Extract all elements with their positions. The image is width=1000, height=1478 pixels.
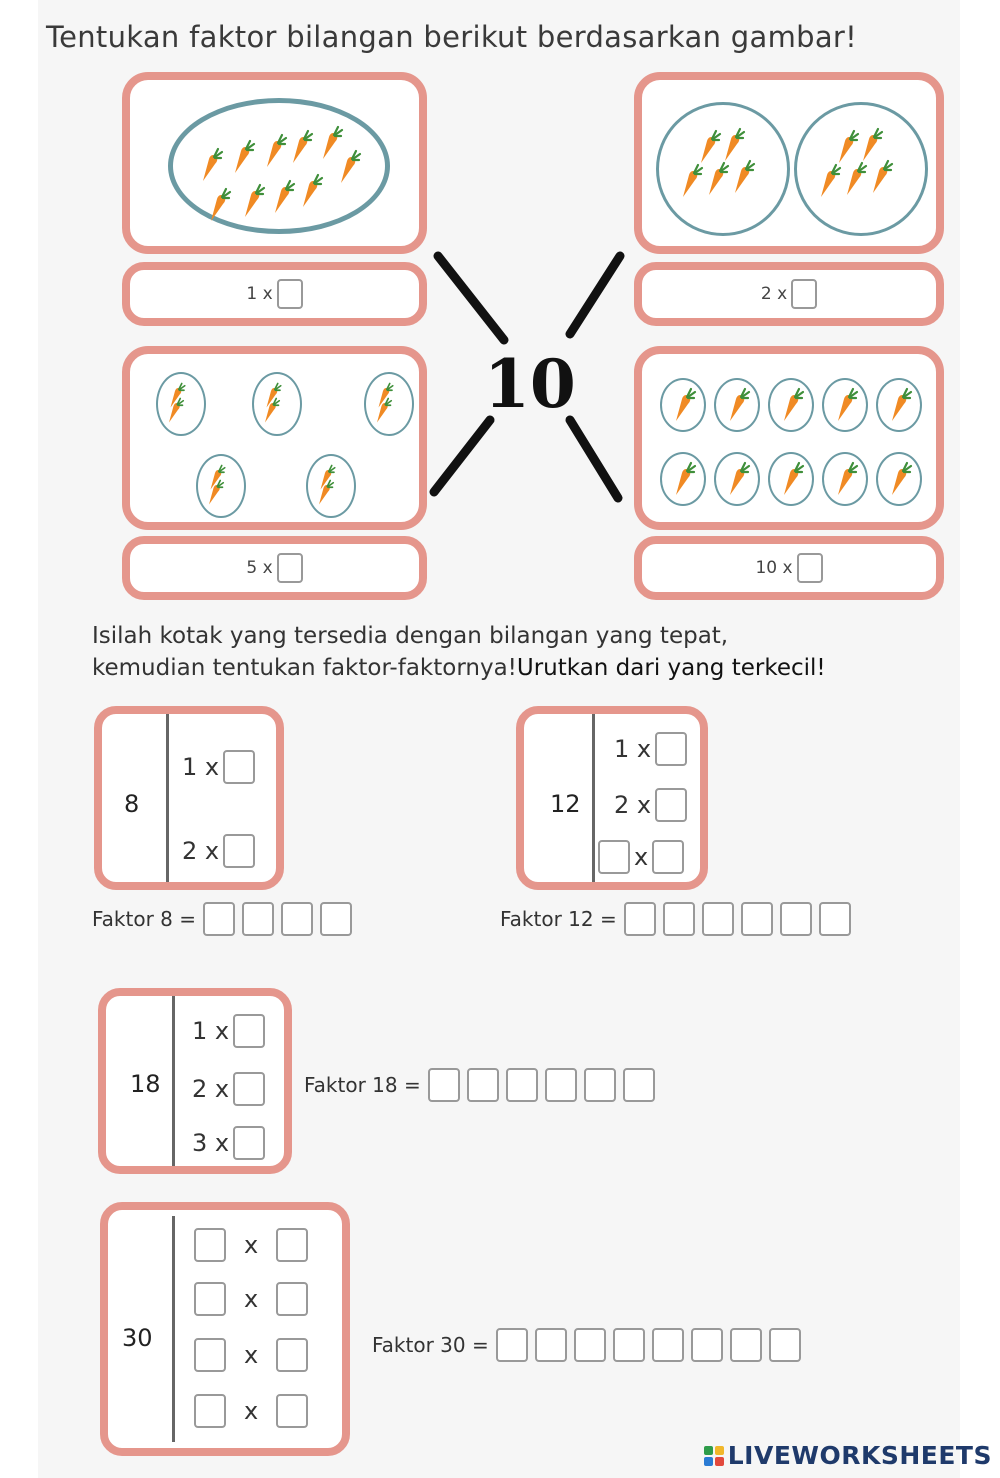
group-oval [822, 452, 868, 506]
pair-row [182, 834, 255, 868]
row-label: 3 x [192, 1129, 230, 1157]
center-number: 10 [484, 345, 576, 423]
faktor-box[interactable] [624, 902, 656, 936]
card-divider [166, 714, 169, 882]
pair-row [192, 1126, 265, 1160]
answer-box[interactable] [652, 840, 684, 874]
faktor-box[interactable] [535, 1328, 567, 1362]
instruction-emphasis: Urutkan dari yang terkecil! [516, 655, 826, 681]
carrot-icon [374, 382, 404, 426]
line-bottom-left [434, 420, 490, 492]
answer-box[interactable] [194, 1282, 226, 1316]
group-oval [660, 378, 706, 432]
answer-box[interactable] [276, 1282, 308, 1316]
answer-label-1x [122, 262, 427, 326]
label-prefix: 1 x [246, 284, 273, 304]
answer-box[interactable] [233, 1126, 265, 1160]
answer-box[interactable] [276, 1228, 308, 1262]
times-sign: x [244, 1231, 259, 1259]
liveworksheets-logo [704, 1441, 992, 1470]
group-oval [364, 372, 414, 436]
faktor-label: Faktor 18 = [304, 1073, 421, 1097]
answer-label-2x [634, 262, 944, 326]
picture-box-10x1 [634, 346, 944, 530]
faktor-label: Faktor 30 = [372, 1333, 489, 1357]
carrot-icon [776, 387, 806, 423]
answer-box[interactable] [277, 553, 303, 583]
page-title: Tentukan faktor bilangan berikut berdasarkan gambar! [46, 20, 858, 54]
faktor-box[interactable] [741, 902, 773, 936]
faktor-box[interactable] [281, 902, 313, 936]
carrot-icon [206, 464, 236, 508]
group-oval [714, 452, 760, 506]
answer-box[interactable] [276, 1394, 308, 1428]
carrot-icon [668, 461, 698, 497]
faktor-box[interactable] [663, 902, 695, 936]
answer-box[interactable] [233, 1072, 265, 1106]
group-oval [768, 378, 814, 432]
pair-row [194, 1228, 308, 1262]
carrot-icon [262, 382, 292, 426]
carrot-group-icon [173, 103, 385, 229]
carrot-icon [166, 382, 196, 426]
carrot-icon [884, 461, 914, 497]
faktor-box[interactable] [652, 1328, 684, 1362]
card-divider [172, 1216, 175, 1442]
card-divider [172, 996, 175, 1166]
row-label: 1 x [182, 753, 220, 781]
faktor-box[interactable] [730, 1328, 762, 1362]
logo-icon [704, 1446, 724, 1466]
pair-row [192, 1072, 265, 1106]
row-label: 1 x [192, 1017, 230, 1045]
answer-box[interactable] [655, 788, 687, 822]
answer-box[interactable] [233, 1014, 265, 1048]
pair-row [614, 732, 687, 766]
carrot-icon [830, 387, 860, 423]
faktor-box[interactable] [691, 1328, 723, 1362]
row-label: 1 x [614, 735, 652, 763]
carrot-icon [884, 387, 914, 423]
answer-label-10x [634, 536, 944, 600]
faktor-row-8 [92, 902, 352, 936]
answer-box[interactable] [655, 732, 687, 766]
instructions [92, 620, 826, 684]
group-oval [168, 98, 390, 234]
pair-row [598, 840, 684, 874]
times-sign: x [244, 1341, 259, 1369]
faktor-box[interactable] [613, 1328, 645, 1362]
answer-box[interactable] [797, 553, 823, 583]
answer-box[interactable] [223, 834, 255, 868]
pair-row [182, 750, 255, 784]
pair-row [192, 1014, 265, 1048]
faktor-box[interactable] [769, 1328, 801, 1362]
label-prefix: 10 x [755, 558, 793, 578]
carrot-icon [830, 461, 860, 497]
carrot-group-icon [797, 105, 925, 233]
pair-row [194, 1394, 308, 1428]
carrot-icon [776, 461, 806, 497]
times-sign: x [244, 1285, 259, 1313]
group-oval [196, 454, 246, 518]
row-label: 2 x [192, 1075, 230, 1103]
faktor-label: Faktor 8 = [92, 907, 197, 931]
instruction-line-2-text: kemudian tentukan faktor-faktornya! [92, 655, 517, 681]
card-number: 8 [124, 790, 140, 818]
faktor-box[interactable] [584, 1068, 616, 1102]
faktor-box[interactable] [506, 1068, 538, 1102]
times-sign: x [634, 843, 649, 871]
label-prefix: 2 x [760, 284, 788, 304]
carrot-icon [668, 387, 698, 423]
faktor-box[interactable] [545, 1068, 577, 1102]
label-prefix: 5 x [246, 558, 273, 578]
line-top-left [438, 256, 504, 340]
card-divider [592, 714, 595, 882]
group-oval [714, 378, 760, 432]
line-bottom-right [570, 420, 618, 498]
times-sign: x [244, 1397, 259, 1425]
instruction-line-1: Isilah kotak yang tersedia dengan bilangan yang tepat, [92, 623, 729, 649]
carrot-icon [722, 387, 752, 423]
group-oval [156, 372, 206, 436]
answer-label-5x [122, 536, 427, 600]
card-number: 12 [550, 790, 581, 818]
carrot-icon [316, 464, 346, 508]
picture-box-1x10 [122, 72, 427, 254]
group-oval [306, 454, 356, 518]
answer-box[interactable] [276, 1338, 308, 1372]
card-number: 18 [130, 1070, 161, 1098]
faktor-box[interactable] [242, 902, 274, 936]
faktor-box[interactable] [467, 1068, 499, 1102]
logo-text: LIVEWORKSHEETS [727, 1441, 992, 1470]
line-top-right [570, 256, 620, 334]
group-oval [876, 378, 922, 432]
group-circle [656, 102, 790, 236]
answer-box[interactable] [277, 279, 303, 309]
picture-box-5x2 [122, 346, 427, 530]
group-oval [822, 378, 868, 432]
answer-box[interactable] [791, 279, 817, 309]
faktor-box[interactable] [428, 1068, 460, 1102]
group-oval [252, 372, 302, 436]
faktor-box[interactable] [702, 902, 734, 936]
factor-card-18 [98, 988, 292, 1174]
group-oval [660, 452, 706, 506]
faktor-box[interactable] [819, 902, 851, 936]
group-oval [768, 452, 814, 506]
faktor-box[interactable] [203, 902, 235, 936]
carrot-icon [722, 461, 752, 497]
group-circle [794, 102, 928, 236]
faktor-box[interactable] [496, 1328, 528, 1362]
answer-box[interactable] [194, 1394, 226, 1428]
instruction-line-2 [92, 652, 826, 684]
pair-row [614, 788, 687, 822]
faktor-box[interactable] [780, 902, 812, 936]
pair-row [194, 1282, 308, 1316]
picture-box-2x5 [634, 72, 944, 254]
pair-row [194, 1338, 308, 1372]
card-number: 30 [122, 1324, 153, 1352]
carrot-group-icon [659, 105, 787, 233]
faktor-row-30 [372, 1328, 801, 1362]
faktor-row-12 [500, 902, 851, 936]
faktor-box[interactable] [574, 1328, 606, 1362]
faktor-label: Faktor 12 = [500, 907, 617, 931]
factor-card-30 [100, 1202, 350, 1456]
answer-box[interactable] [194, 1228, 226, 1262]
factor-card-8 [94, 706, 284, 890]
faktor-box[interactable] [623, 1068, 655, 1102]
factor-card-12 [516, 706, 708, 890]
answer-box[interactable] [223, 750, 255, 784]
row-label: 2 x [614, 791, 652, 819]
answer-box[interactable] [194, 1338, 226, 1372]
answer-box[interactable] [598, 840, 630, 874]
group-oval [876, 452, 922, 506]
row-label: 2 x [182, 837, 220, 865]
faktor-box[interactable] [320, 902, 352, 936]
faktor-row-18 [304, 1068, 655, 1102]
